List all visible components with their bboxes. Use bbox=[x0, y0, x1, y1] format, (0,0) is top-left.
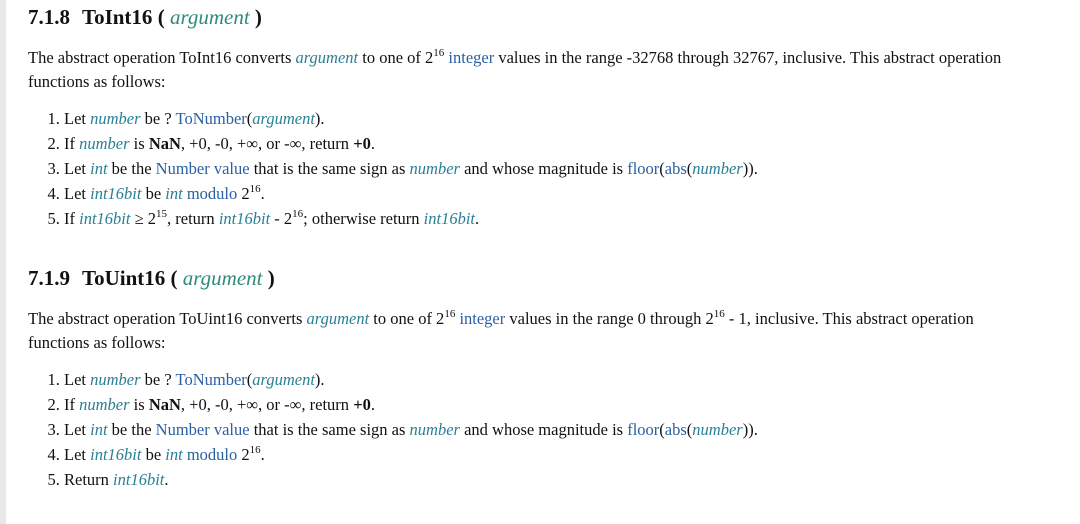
close-paren: ) bbox=[254, 5, 262, 29]
nan-value: NaN bbox=[148, 395, 181, 414]
section-touint16 bbox=[28, 257, 1080, 492]
exponent: 16 bbox=[249, 182, 261, 195]
section-title: ToInt16 bbox=[82, 5, 153, 29]
exponent: 16 bbox=[292, 207, 304, 220]
number-var[interactable]: number bbox=[409, 159, 460, 178]
text: ( bbox=[246, 370, 253, 389]
text: 2 bbox=[237, 445, 250, 464]
text: If bbox=[64, 134, 80, 153]
modulo-link[interactable]: modulo bbox=[186, 184, 238, 203]
text: Let bbox=[64, 445, 91, 464]
param-link[interactable]: argument bbox=[169, 5, 250, 29]
text: ( bbox=[686, 420, 693, 439]
exponent: 16 bbox=[249, 443, 261, 456]
text: to one of 2 bbox=[369, 309, 445, 328]
tonumber-link[interactable]: ToNumber bbox=[175, 370, 247, 389]
step-5 bbox=[64, 467, 1080, 492]
spec-page bbox=[28, 0, 1080, 492]
text: , +0, -0, +∞, or -∞, return bbox=[180, 395, 354, 414]
number-var[interactable]: number bbox=[79, 395, 130, 414]
exponent: 15 bbox=[156, 207, 168, 220]
text: and whose magnitude is bbox=[459, 420, 628, 439]
param-link[interactable]: argument bbox=[182, 266, 263, 290]
section-description bbox=[28, 307, 1080, 355]
text: The abstract operation ToInt16 converts bbox=[28, 48, 296, 67]
int-var[interactable]: int bbox=[165, 445, 183, 464]
text: ( bbox=[659, 420, 665, 439]
text: be ? bbox=[140, 370, 176, 389]
text: Let bbox=[64, 370, 91, 389]
text: functions as follows: bbox=[28, 72, 166, 91]
section-title: ToUint16 bbox=[82, 266, 166, 290]
section-heading bbox=[28, 4, 1080, 30]
text: values in the range -32768 through 32767, inclusive. This abstract operation bbox=[494, 48, 1002, 67]
step-2 bbox=[64, 392, 1080, 417]
text: . bbox=[370, 395, 375, 414]
int-var[interactable]: int bbox=[90, 159, 108, 178]
number-var[interactable]: number bbox=[90, 109, 141, 128]
step-1 bbox=[64, 106, 1080, 131]
nan-value: NaN bbox=[148, 134, 181, 153]
number-var[interactable]: number bbox=[409, 420, 460, 439]
step-4 bbox=[64, 181, 1080, 206]
text: )). bbox=[742, 159, 758, 178]
text: be ? bbox=[140, 109, 176, 128]
exponent: 16 bbox=[713, 307, 725, 320]
step-3 bbox=[64, 417, 1080, 442]
section-gap bbox=[28, 231, 1080, 257]
text: be the bbox=[107, 420, 156, 439]
argument-var[interactable]: argument bbox=[252, 370, 315, 389]
floor-link[interactable]: floor bbox=[627, 420, 660, 439]
number-var[interactable]: number bbox=[90, 370, 141, 389]
open-paren: ( bbox=[170, 266, 178, 290]
text: ; otherwise return bbox=[303, 209, 424, 228]
floor-link[interactable]: floor bbox=[627, 159, 660, 178]
number-value-link[interactable]: Number value bbox=[155, 420, 250, 439]
text: . bbox=[260, 445, 265, 464]
text: that is the same sign as bbox=[249, 159, 410, 178]
number-value-link[interactable]: Number value bbox=[155, 159, 250, 178]
modulo-link[interactable]: modulo bbox=[186, 445, 238, 464]
int16bit-var[interactable]: int16bit bbox=[79, 209, 131, 228]
step-1 bbox=[64, 367, 1080, 392]
text: to one of 2 bbox=[358, 48, 434, 67]
text: ( bbox=[659, 159, 665, 178]
integer-link[interactable]: integer bbox=[448, 48, 495, 67]
text: Let bbox=[64, 159, 91, 178]
section-number: 7.1.9 bbox=[28, 266, 70, 290]
int16bit-var[interactable]: int16bit bbox=[113, 470, 165, 489]
int16bit-var[interactable]: int16bit bbox=[90, 184, 142, 203]
section-toint16 bbox=[28, 0, 1080, 231]
text: - 1, inclusive. This abstract operation bbox=[724, 309, 974, 328]
text: ). bbox=[314, 370, 325, 389]
int-var[interactable]: int bbox=[165, 184, 183, 203]
int16bit-var[interactable]: int16bit bbox=[423, 209, 476, 228]
zero-value: +0 bbox=[353, 395, 371, 414]
exponent: 16 bbox=[433, 46, 445, 59]
step-2 bbox=[64, 131, 1080, 156]
text: - 2 bbox=[270, 209, 293, 228]
text: Let bbox=[64, 420, 91, 439]
text: ). bbox=[314, 109, 325, 128]
zero-value: +0 bbox=[353, 134, 371, 153]
text: Return bbox=[64, 470, 114, 489]
close-paren: ) bbox=[267, 266, 275, 290]
text: values in the range 0 through 2 bbox=[505, 309, 714, 328]
text: ( bbox=[686, 159, 693, 178]
section-heading bbox=[28, 265, 1080, 291]
text: . bbox=[260, 184, 265, 203]
text: If bbox=[64, 209, 80, 228]
argument-var[interactable]: argument bbox=[306, 309, 370, 328]
int-var[interactable]: int bbox=[90, 420, 108, 439]
text: be bbox=[141, 445, 166, 464]
text: , return bbox=[167, 209, 219, 228]
text: functions as follows: bbox=[28, 333, 166, 352]
algorithm-steps bbox=[28, 367, 1080, 492]
number-var[interactable]: number bbox=[692, 420, 743, 439]
text: . bbox=[475, 209, 480, 228]
text: that is the same sign as bbox=[249, 420, 410, 439]
text: is bbox=[129, 395, 149, 414]
left-margin-strip bbox=[0, 0, 6, 524]
text: . bbox=[370, 134, 375, 153]
open-paren: ( bbox=[157, 5, 165, 29]
exponent: 16 bbox=[444, 307, 456, 320]
text: Let bbox=[64, 184, 91, 203]
text: , +0, -0, +∞, or -∞, return bbox=[180, 134, 354, 153]
step-3 bbox=[64, 156, 1080, 181]
text: ≥ 2 bbox=[130, 209, 157, 228]
number-var[interactable]: number bbox=[79, 134, 130, 153]
text: and whose magnitude is bbox=[459, 159, 628, 178]
text: 2 bbox=[237, 184, 250, 203]
text: )). bbox=[742, 420, 758, 439]
step-5 bbox=[64, 206, 1080, 231]
argument-var[interactable]: argument bbox=[252, 109, 315, 128]
section-description bbox=[28, 46, 1080, 94]
argument-var[interactable]: argument bbox=[295, 48, 359, 67]
text: . bbox=[164, 470, 169, 489]
abs-link[interactable]: abs bbox=[664, 159, 687, 178]
number-var[interactable]: number bbox=[692, 159, 743, 178]
text: ( bbox=[246, 109, 253, 128]
text: is bbox=[129, 134, 149, 153]
abs-link[interactable]: abs bbox=[664, 420, 687, 439]
text: The abstract operation ToUint16 converts bbox=[28, 309, 307, 328]
text: Let bbox=[64, 109, 91, 128]
text: be the bbox=[107, 159, 156, 178]
step-4 bbox=[64, 442, 1080, 467]
integer-link[interactable]: integer bbox=[459, 309, 506, 328]
text: be bbox=[141, 184, 166, 203]
algorithm-steps bbox=[28, 106, 1080, 231]
int16bit-var[interactable]: int16bit bbox=[90, 445, 142, 464]
int16bit-var[interactable]: int16bit bbox=[218, 209, 271, 228]
text: If bbox=[64, 395, 80, 414]
tonumber-link[interactable]: ToNumber bbox=[175, 109, 247, 128]
section-number: 7.1.8 bbox=[28, 5, 70, 29]
